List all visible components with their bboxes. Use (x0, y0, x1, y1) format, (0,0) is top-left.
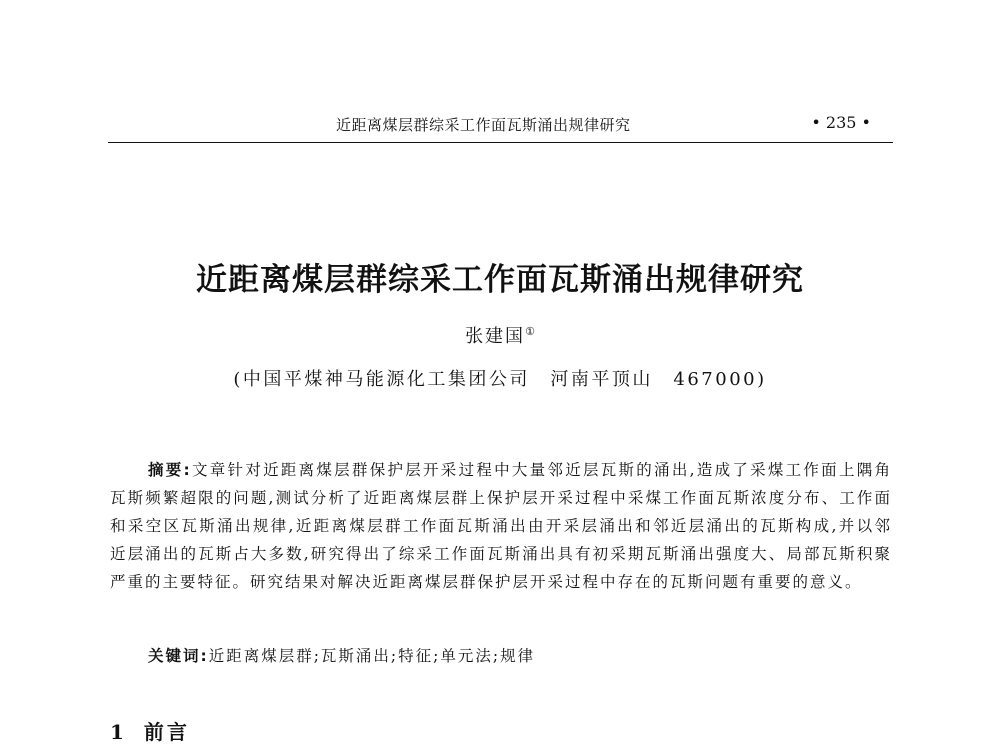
running-title: 近距离煤层群综采工作面瓦斯涌出规律研究 (336, 116, 631, 134)
section-number: 1 (110, 720, 124, 744)
abstract (110, 456, 892, 596)
page-number: • 235 • (811, 113, 871, 132)
keywords (148, 644, 892, 666)
keywords-label: 关键词: (148, 647, 209, 665)
paper-title: 近距离煤层群综采工作面瓦斯涌出规律研究 (196, 262, 804, 298)
section-title: 前言 (143, 720, 190, 744)
author-footnote-mark[interactable]: ① (525, 325, 535, 338)
abstract-label: 摘要: (148, 461, 192, 479)
section-heading (110, 716, 190, 745)
affiliation: (中国平煤神马能源化工集团公司 河南平顶山 467000) (233, 369, 767, 390)
abstract-text: 文章针对近距离煤层群保护层开采过程中大量邻近层瓦斯的涌出,造成了采煤工作面上隅角瓦斯频繁超限的问题,测试分析了近距离煤层群上保护层开采过程中采煤工作面瓦斯浓度分布、工作面和采空区瓦斯涌出规律,近距离煤层群工作面瓦斯涌出由开采层涌出和邻近层涌出的瓦斯构成,并以邻近层涌出的瓦斯占大多数,研究得出了综采工作面瓦斯涌出具有初采期瓦斯涌出强度大、局部瓦斯积聚严重的主要特征。研究结果对解决近距离煤层群保护层开采过程中存在的瓦斯问题有重要的意义。 (110, 461, 892, 591)
running-header (108, 110, 893, 140)
header-rule (108, 142, 893, 143)
keywords-text: 近距离煤层群;瓦斯涌出;特征;单元法;规律 (208, 647, 536, 665)
author-line (0, 322, 1000, 348)
author-name: 张建国 (465, 326, 526, 347)
